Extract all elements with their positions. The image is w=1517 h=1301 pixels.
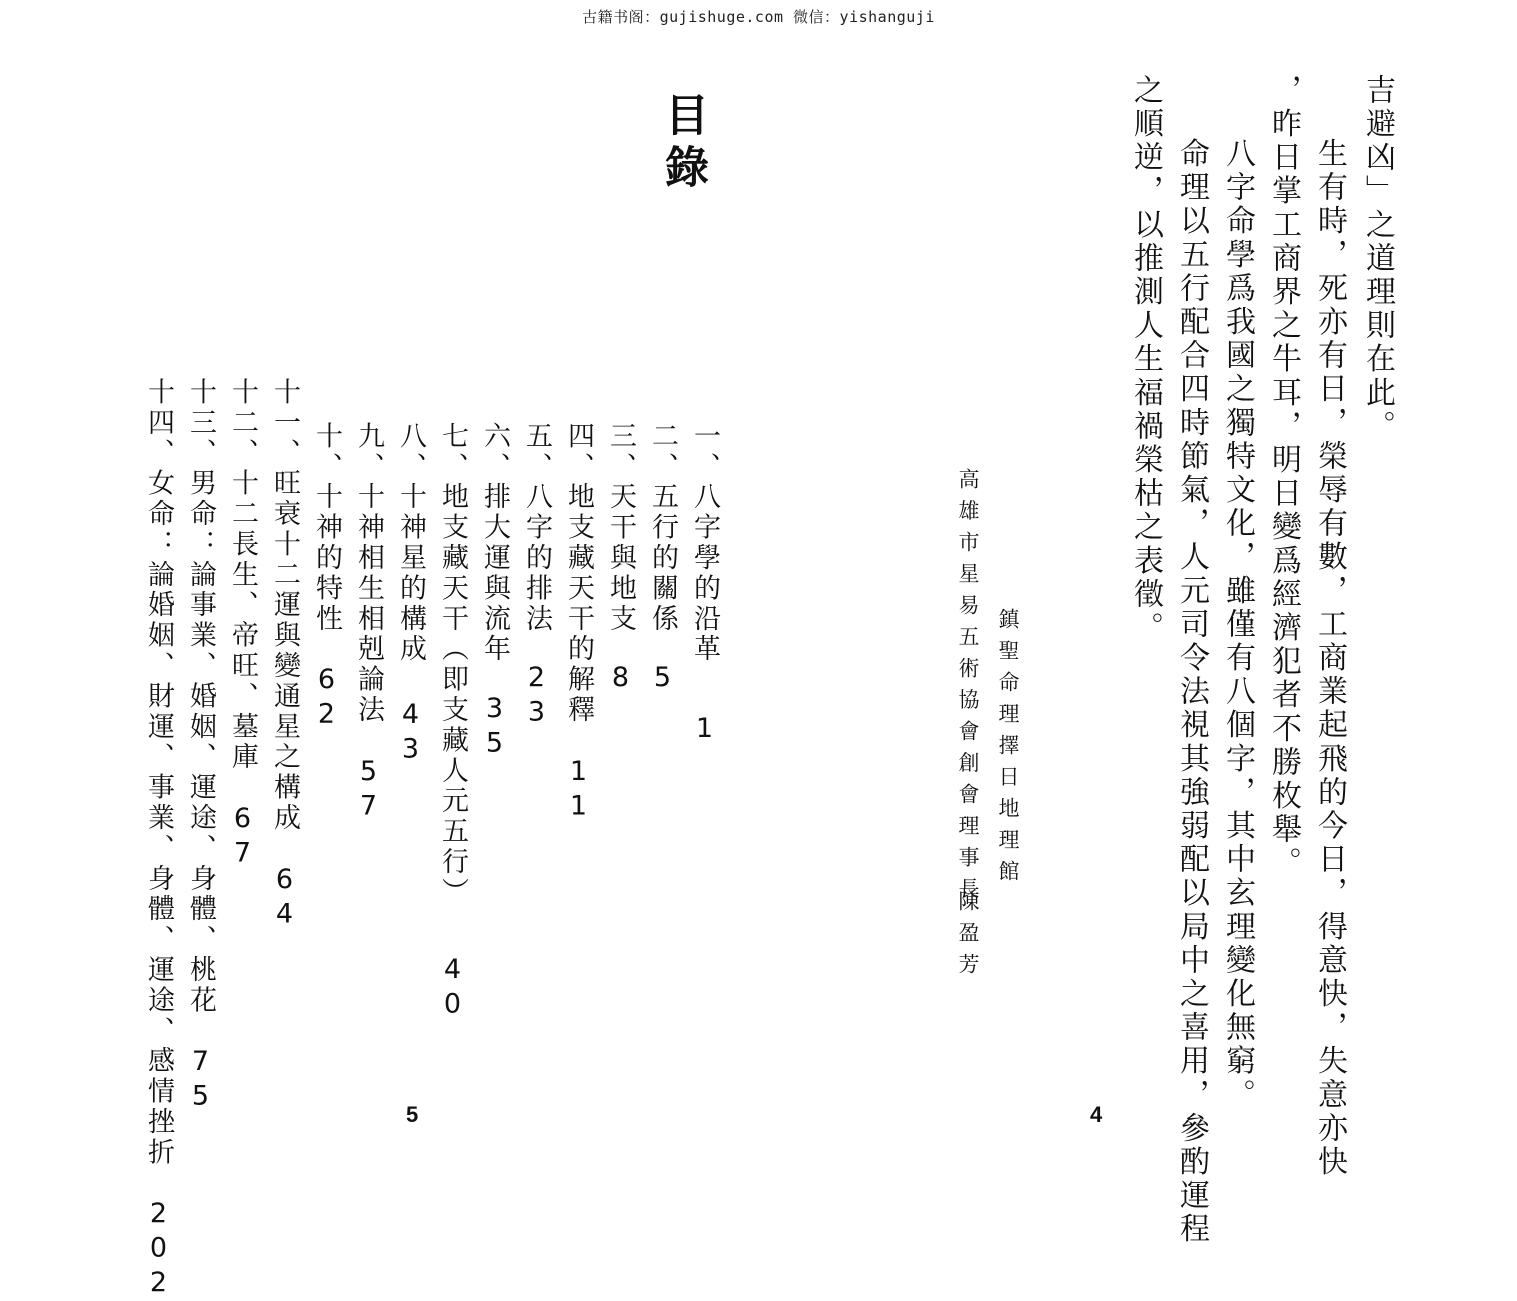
preface-column-3: ，昨日掌工商界之牛耳，明日變爲經濟犯者不勝枚舉。 [1266,74,1301,881]
toc-entry-page: 11 [563,755,594,825]
preface-column-5: 命理以五行配合四時節氣，人元司令法視其強弱配以局中之喜用，參酌運程 [1174,104,1209,1247]
toc-entry-label: 十、十神的特性 [311,421,342,635]
toc-entry-label: 五、八字的排法 [521,421,552,635]
toc-entry-page: 5 [647,662,678,697]
toc-entry-page: 1 [689,712,720,748]
preface-column-1: 吉避凶」之道理則在此。 [1360,74,1395,444]
toc-entry-label: 四、地支藏天干的解釋 [563,421,594,726]
page-number-right: 4 [1090,1102,1103,1127]
toc-entry-label: 十四、女命：論婚姻、財運、事業、身體、運途、感情挫折 [143,377,174,1169]
toc-entry-label: 二、五行的關係 [647,421,678,635]
toc-entry-label: 三、天干與地支 [605,421,636,635]
preface-column-4: 八字命學爲我國之獨特文化，雖僅有八個字，其中玄理變化無窮。 [1220,104,1255,1112]
toc-entry-page: 35 [479,692,510,762]
toc-entry-page: 64 [269,863,300,933]
preface-column-6: 之順逆，以推測人生福禍榮枯之表徵。 [1128,74,1163,646]
toc-entry-page: 202 [143,1198,174,1301]
signature-title: 高雄市星易五術協會創會理事長 [956,468,980,909]
page-number-left: 5 [406,1102,419,1127]
toc-entry-label: 十二、十二長生、帝旺、墓庫 [227,377,258,773]
toc-entry-page: 67 [227,802,258,872]
toc-entry-label: 十一、旺衰十二運與變通星之構成 [269,377,300,834]
toc-entry-label: 七、地支藏天干（即支藏人元五行） [437,421,468,909]
toc-entry-page: 57 [353,755,384,825]
toc-entry-label: 八、十神星的構成 [395,421,426,665]
toc-entry[interactable] [118,240,199,1301]
toc-entry-page: 23 [521,662,552,732]
watermark-text: 古籍书阁：gujishuge.com 微信：yishanguji [582,8,935,26]
toc-entry-page: 40 [437,954,468,1023]
toc-entry-label: 六、排大運與流年 [479,421,510,665]
toc-entry-page: 75 [185,1046,216,1115]
toc-entry-label: 一、八字學的沿革 [689,421,720,665]
toc-entry-label: 十三、男命：論事業、婚姻、運途、身體、桃花 [185,377,216,1017]
toc-entry-page: 62 [311,664,342,734]
toc-entry-page: 8 [605,662,636,697]
preface-column-2: 生有時，死亦有日，榮辱有數，工商業起飛的今日，得意快，失意亦快 [1312,104,1347,1180]
signature-office: 鎮聖命理擇日地理館 [996,608,1020,892]
toc-entry-label: 九、十神相生相剋論法 [353,421,384,726]
toc-title: 目錄 [657,92,708,196]
signature-name: 陳盈芳 [956,890,980,985]
toc-entry-page: 43 [395,698,426,768]
